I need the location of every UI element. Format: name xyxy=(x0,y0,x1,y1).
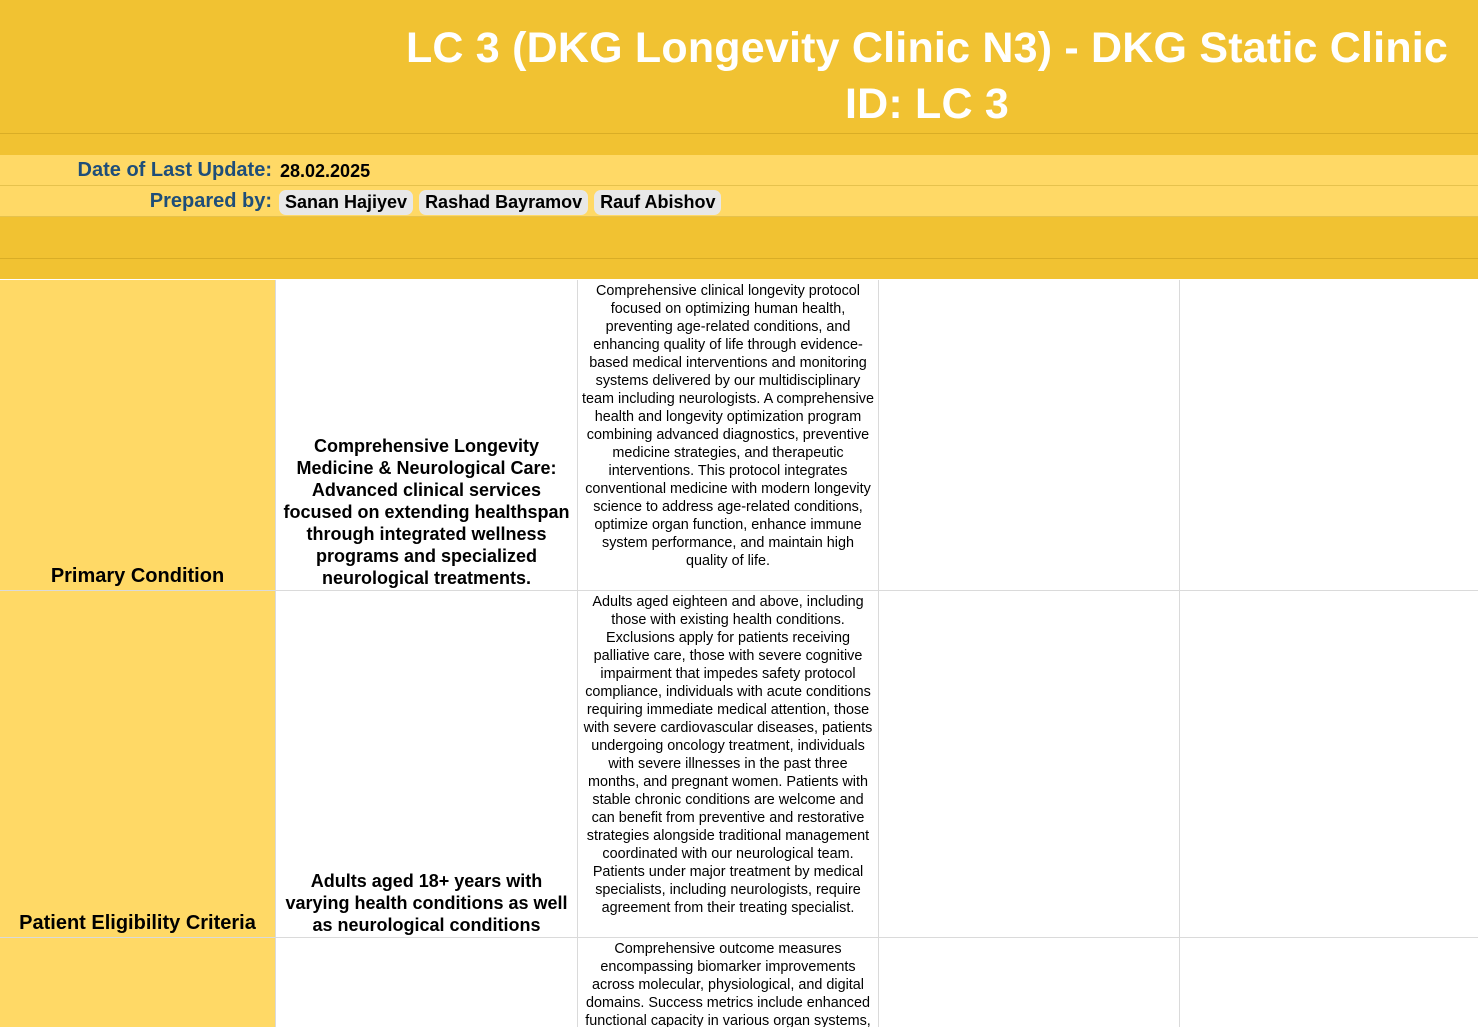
row-summary xyxy=(275,280,577,590)
empty-cell[interactable] xyxy=(1179,938,1478,1027)
row-summary xyxy=(275,591,577,937)
author-chip[interactable]: Sanan Hajiyev xyxy=(279,190,413,215)
empty-cell[interactable] xyxy=(878,591,1179,937)
row-label: Primary Condition xyxy=(0,280,275,590)
author-chip[interactable]: Rashad Bayramov xyxy=(419,190,588,215)
header-spacer xyxy=(0,134,1478,155)
table-row xyxy=(0,280,1478,591)
prepared-label: Prepared by: xyxy=(149,190,272,212)
row-summary-text: Adults aged 18+ years with varying health conditions as well as neurological conditions xyxy=(285,871,568,935)
empty-cell[interactable] xyxy=(1179,280,1478,590)
row-summary-text: Comprehensive Longevity Medicine & Neurological Care: Advanced clinical services focused on extending healthspan through integrated wellness programs and specialized neurological treatments. xyxy=(283,436,570,588)
empty-cell[interactable] xyxy=(878,938,1179,1027)
row-label xyxy=(0,938,275,1027)
page-header xyxy=(0,0,1478,134)
page-title-line-2: ID: LC 3 xyxy=(844,80,1010,128)
date-value[interactable]: 28.02.2025 xyxy=(280,161,371,181)
row-detail: Adults aged eighteen and above, including those with existing health conditions. Exclusions apply for patients receiving palliative care, those with severe cognitive impairment that impedes safety protocol compliance, individuals with acute conditions requiring immediate medical attention, those with severe cardiovascular diseases, patients undergoing oncology treatment, individuals with severe illnesses in the past three months, and pregnant women. Patients with stable chronic conditions are welcome and can benefit from preventive and restorative strategies alongside traditional management coordinated with our neurological team. Patients under major treatment by medical specialists, including neurologists, require agreement from their treating specialist. xyxy=(577,591,878,937)
row-detail: Comprehensive clinical longevity protocol focused on optimizing human health, preventing age-related conditions, and enhancing quality of life through evidence-based medical interventions and monitoring systems delivered by our multidisciplinary team including neurologists. A comprehensive health and longevity optimization program combining advanced diagnostics, preventive medicine strategies, and therapeutic interventions. This protocol integrates conventional medicine with modern longevity science to address age-related conditions, optimize organ function, enhance immune system performance, and maintain high quality of life. xyxy=(577,280,878,590)
page-title-line-1: LC 3 (DKG Longevity Clinic N3) - DKG Static Clinic xyxy=(405,24,1449,72)
date-row xyxy=(0,155,1478,186)
prepared-row xyxy=(0,186,1478,217)
table-row xyxy=(0,591,1478,938)
row-label: Patient Eligibility Criteria xyxy=(0,591,275,937)
row-summary xyxy=(275,938,577,1027)
empty-cell[interactable] xyxy=(878,280,1179,590)
row-detail: Comprehensive outcome measures encompassing biomarker improvements across molecular, physiological, and digital domains. Success metrics include enhanced functional capacity in various organ systems, xyxy=(577,938,878,1027)
blank-band xyxy=(0,217,1478,259)
page-title xyxy=(395,20,1459,132)
date-label: Date of Last Update: xyxy=(77,159,272,181)
blank-band-2 xyxy=(0,259,1478,279)
empty-cell[interactable] xyxy=(1179,591,1478,937)
author-chip[interactable]: Rauf Abishov xyxy=(594,190,721,215)
table-row xyxy=(0,938,1478,1027)
author-chips xyxy=(279,190,721,215)
